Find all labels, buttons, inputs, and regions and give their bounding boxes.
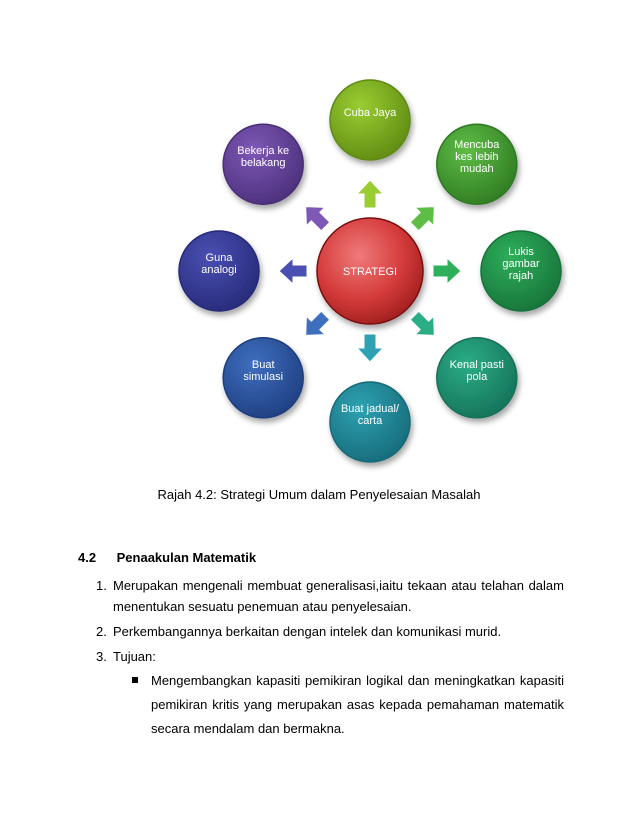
list-item xyxy=(96,646,564,741)
arrow-icon xyxy=(357,180,383,208)
list-text: Merupakan mengenali membuat generalisasi,iaitu tekaan atau telahan dalam menentukan sesuatu penemuan atau penyelesaian. xyxy=(113,578,564,614)
strategy-node-label: Buat xyxy=(251,358,275,371)
strategy-node xyxy=(437,338,517,418)
arrow-icon xyxy=(279,258,307,284)
sub-list xyxy=(113,669,564,741)
figure-caption: Rajah 4.2: Strategi Umum dalam Penyelesaian Masalah xyxy=(157,487,481,502)
strategy-node-circle xyxy=(330,80,410,160)
strategy-node xyxy=(330,382,410,462)
square-bullet-icon xyxy=(132,677,138,683)
arrow-icon xyxy=(405,306,443,344)
strategy-node-label: rajah xyxy=(508,270,534,282)
strategy-node-label: Lukis xyxy=(508,246,534,258)
strategy-node xyxy=(330,80,410,160)
strategy-node-label: Cuba Jaya xyxy=(343,107,397,119)
strategy-node-label: Buat jadual/ xyxy=(340,403,400,415)
list-text: Tujuan: xyxy=(113,649,156,664)
strategy-node xyxy=(223,124,303,204)
list-text: Perkembangannya berkaitan dengan intelek dan komunikasi murid. xyxy=(113,624,502,639)
strategy-node xyxy=(179,231,259,311)
arrow-icon xyxy=(296,197,334,235)
strategy-node-label: carta xyxy=(357,415,383,427)
section-heading xyxy=(78,550,256,565)
center-label: STRATEGI xyxy=(342,266,398,278)
strategy-node xyxy=(481,231,561,311)
sub-list-item xyxy=(131,669,564,741)
strategy-node-label: Kenal pasti xyxy=(449,358,505,371)
arrow-icon xyxy=(433,258,461,284)
strategy-node xyxy=(223,338,303,418)
arrow-icon xyxy=(405,197,443,235)
strategy-node-label: belakang xyxy=(240,157,286,170)
list-number: 1. xyxy=(96,578,107,593)
strategy-node-label: pola xyxy=(466,370,488,383)
list-number: 3. xyxy=(96,649,107,664)
list-item xyxy=(96,575,564,617)
arrow-icon xyxy=(296,306,334,344)
strategy-node-label: mudah xyxy=(459,163,494,176)
section-title: Penaakulan Matematik xyxy=(116,550,257,565)
strategy-node-label: kes lebih xyxy=(455,151,499,164)
strategy-node-label: analogi xyxy=(201,264,237,276)
section-number: 4.2 xyxy=(78,550,97,565)
sub-list-text: Mengembangkan kapasiti pemikiran logikal dan meningkatkan kapasiti pemikiran kritis yang merupakan asas kepada pemahaman matematik secara mendalam dan bermakna. xyxy=(151,673,564,736)
list-item xyxy=(96,621,564,642)
list-number: 2. xyxy=(96,624,107,639)
strategy-node-label: Bekerja ke xyxy=(237,145,290,158)
arrow-icon xyxy=(357,334,383,362)
numbered-list xyxy=(96,575,564,745)
strategy-node-label: Guna xyxy=(205,252,233,264)
strategy-node-label: Mencuba xyxy=(454,139,500,152)
strategy-node-label: gambar xyxy=(502,258,540,270)
strategy-node xyxy=(437,124,517,204)
strategy-node-label: simulasi xyxy=(243,370,284,383)
